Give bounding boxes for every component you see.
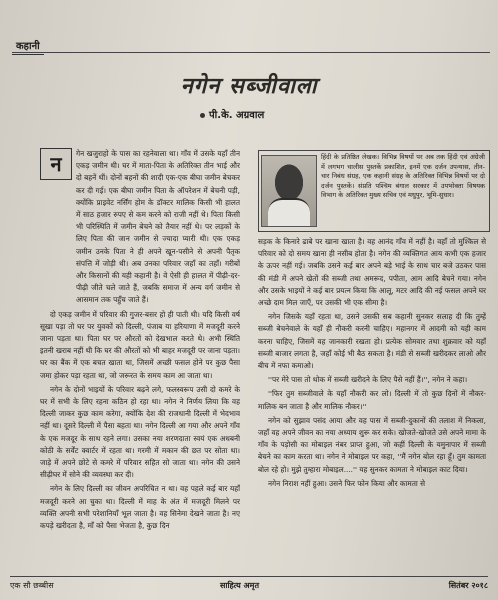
paragraph: नगेन के दोनों भाइयों के परिवार बढ़ने लगे, फलस्वरूप उसी दो कमरे के घर में सभी के लिए रहना कठिन हो रहा था। नगेन ने निर्णय लिया कि वह दिल्ली जाकर कुछ काम करेगा, क्योंकि देश की राजधानी दिल्ली में भेदभाव नहीं था। दूसरे दिल्ली में पैसा बहता था। नगेन दिल्ली आ गया और अपने गाँव के एक मजदूर के साथ रहने लगा। उसका नया शरणदाता स्वयं एक अधबनी कोठी के सर्वेंट क्वार्टर में रहता था। गरमी में मकान की छत पर सोता था। जाड़े में अपने छोटे से कमरे में परिवार सहित सो जाता था। नगेन की उसने सीढ़ीघर में सोने की व्यवस्था कर दी। bbox=[40, 384, 240, 480]
paragraph: नगेन निराश नहीं हुआ। उसने फिर फोन किया और कामता से bbox=[268, 478, 426, 488]
author-photo-shirt bbox=[268, 198, 310, 226]
author-name: पी.के. अग्रवाल bbox=[209, 110, 265, 121]
drop-cap: न bbox=[40, 148, 72, 180]
author-bio-box bbox=[258, 150, 490, 232]
section-label: कहानी bbox=[12, 36, 44, 55]
paragraph: नगेन के लिए दिल्ली का जीवन अपरिचित न था। वह पहले कई बार यहाँ मजदूरी करने आ चुका था। दिल्ली में माह के अंत में मजदूरी मिलने पर व्यक्ति अपनी सभी परेशानियाँ भूल जाता है। वह सिनेमा देखने जाता है। नए कपड़े खरीदता है, माँ को पैसा भेजता है, कुछ दिन bbox=[40, 484, 240, 531]
header-rule bbox=[12, 52, 490, 53]
left-column bbox=[40, 148, 240, 580]
paragraph: सड़क के किनारे ढाबे पर खाना खाता है। वह आनंद गाँव में नहीं है। वहाँ तो मुश्किल से परिवार को दो समय खाना ही नसीब होता है। नगेन की व्यक्तिगत आय कभी एक हजार के ऊपर नहीं गई। जबकि उसने कई बार अपने बड़े भाई के साथ चार बजे उठकर पास की मंडी में अपने खेतों की सब्जी तथा अमरूद, पपीता, आम आदि बेचने गया। नगेन और उसके भाइयों ने कई बार प्रयत्न किया कि आलू, मटर आदि की नई फसल अपने घर अच्छे दाम मिल जाएँ, पर उसकी भी एक सीमा है। bbox=[258, 237, 486, 308]
paragraph: नगेन को सुझाव पसंद आया और वह पास में सब्जी-दुकानों की तलाश में निकला, जहाँ वह अपने जीवन का नया अध्याय शुरू कर सके। खोजते-खोजते उसे अपने मामा के गाँव के पड़ोसी का मोबाइल नंबर प्राप्त हुआ, जो कहीं दिल्ली के यमुनापार में सब्जी बेचने का काम करता था। नगेन ने मोबाइल पर कहा, ''मैं नगेन बोल रहा हूँ। तुम कामता बोल रहे हो। मुझे तुम्हारा मोबाइल....'' यह सुनकर कामता ने मोबाइल काट दिया। bbox=[258, 415, 486, 474]
magazine-name: साहित्य अमृत bbox=[220, 581, 260, 590]
paragraph: ''पर मेरे पास तो थोक में सब्जी खरीदने के लिए पैसे नहीं हैं।'', नगेन ने कहा। bbox=[268, 375, 468, 385]
paragraph: गेन खजुराहो के पास का रहनेवाला था। गाँव में उसके यहाँ तीन एकड़ जमीन थी। घर में माता-पिता के अतिरिक्त तीन भाई और दो बहनें थीं। दोनों बहनों की शादी एक-एक बीघा जमीन बेचकर कर दी गई। एक बीघा जमीन पिता के ऑपरेशन में बेचनी पड़ी, क्योंकि प्राइवेट नर्सिंग होम के डॉक्टर मालिक किसी भी हालत में साठ हजार रुपए से कम करने को राजी नहीं थे। पिता किसी भी परिस्थिति में जमीन बेचने को तैयार नहीं थे। पर लड़कों के लिए पिता की जान जमीन से ज्यादा प्यारी थी। एक एकड़ जमीन उनके पिता ने ही अपने खून-पसीने से अपनी पैतृक संपत्ति में जोड़ी थी। अब उनका परिवार जहाँ का तहाँ। गरीबों और किसानों की यही कहानी है। वे ऐसी ही हालत में पीढ़ी-दर-पीढ़ी जीते चले जाते हैं, जबकि समाज में अन्य वर्ग जमीन से आसमान तक पहुँच जाते हैं। bbox=[76, 149, 240, 305]
paragraph: नगेन जिसके यहाँ रहता था, उसने उसकी सब कहानी सुनकर सलाह दी कि तुम्हें सब्जी बेचनेवाले के यहाँ ही नौकरी करनी चाहिए। महानगर में आदमी को यही काम करना चाहिए, जिसमें वह जानकारी रखता हो। प्रत्येक सोमवार तथा शुक्रवार को यहाँ सब्जी बाजार लगता है, जहाँ कोई भी बैठ सकता है। मंडी से सब्जी खरीदकर लाओ और बीच में नफा कमाओ। bbox=[258, 312, 486, 371]
paragraph: ''फिर तुम सब्जीवाले के यहाँ नौकरी कर लो। दिल्ली में तो कुछ दिनों में नौकर-मालिक बन जाता है और मालिक नौकर।'' bbox=[258, 389, 486, 411]
page-footer bbox=[10, 576, 488, 591]
bullet-icon bbox=[200, 113, 205, 118]
author-line bbox=[200, 107, 264, 121]
author-bio-text: हिंदी के प्रतिष्ठित लेखक। विभिन्न विषयों पर अब तक हिंदी एवं अंग्रेजी में लगभग चालीस पुस्तकें प्रकाशित, इनमें एक दर्जन उपन्यास, तीन-चार निबंध संग्रह, एक कहानी संग्रह के अतिरिक्त विभिन्न विषयों पर दो दर्जन पुस्तकें। संप्रति पश्चिम बंगाल सरकार में उपभोक्ता विषयक विभाग के अतिरिक्त मुख्य सचिव एवं मधुपुर, भूमि-सुधार। bbox=[321, 153, 485, 200]
right-column bbox=[258, 236, 486, 584]
paragraph: दो एकड़ जमीन में परिवार की गुजर-बसर हो ही पाती थी। यदि किसी वर्ष सूखा पड़ा तो घर पर युवकों को दिल्ली, पंजाब या हरियाणा में मजदूरी करने जाना पड़ता था। पिता घर पर औरतों को देखभाल करते थे। अभी स्थिति इतनी खराब नहीं थी कि घर की औरतों को भी बाहर मजदूरी पर जाना पड़ता। घर का बैंक में एक बचत खाता था, जिसमें अच्छी फसल होने पर कुछ पैसा जमा होकर पड़ा रहता था, जो जरूरत के समय काम आ जाता था। bbox=[40, 309, 240, 380]
story-title: नगेन सब्जीवाला bbox=[180, 74, 318, 99]
issue-date: सितंबर २०१८ bbox=[448, 581, 488, 590]
page-number: एक सौ छब्बीस bbox=[10, 581, 54, 590]
author-photo bbox=[261, 155, 317, 227]
